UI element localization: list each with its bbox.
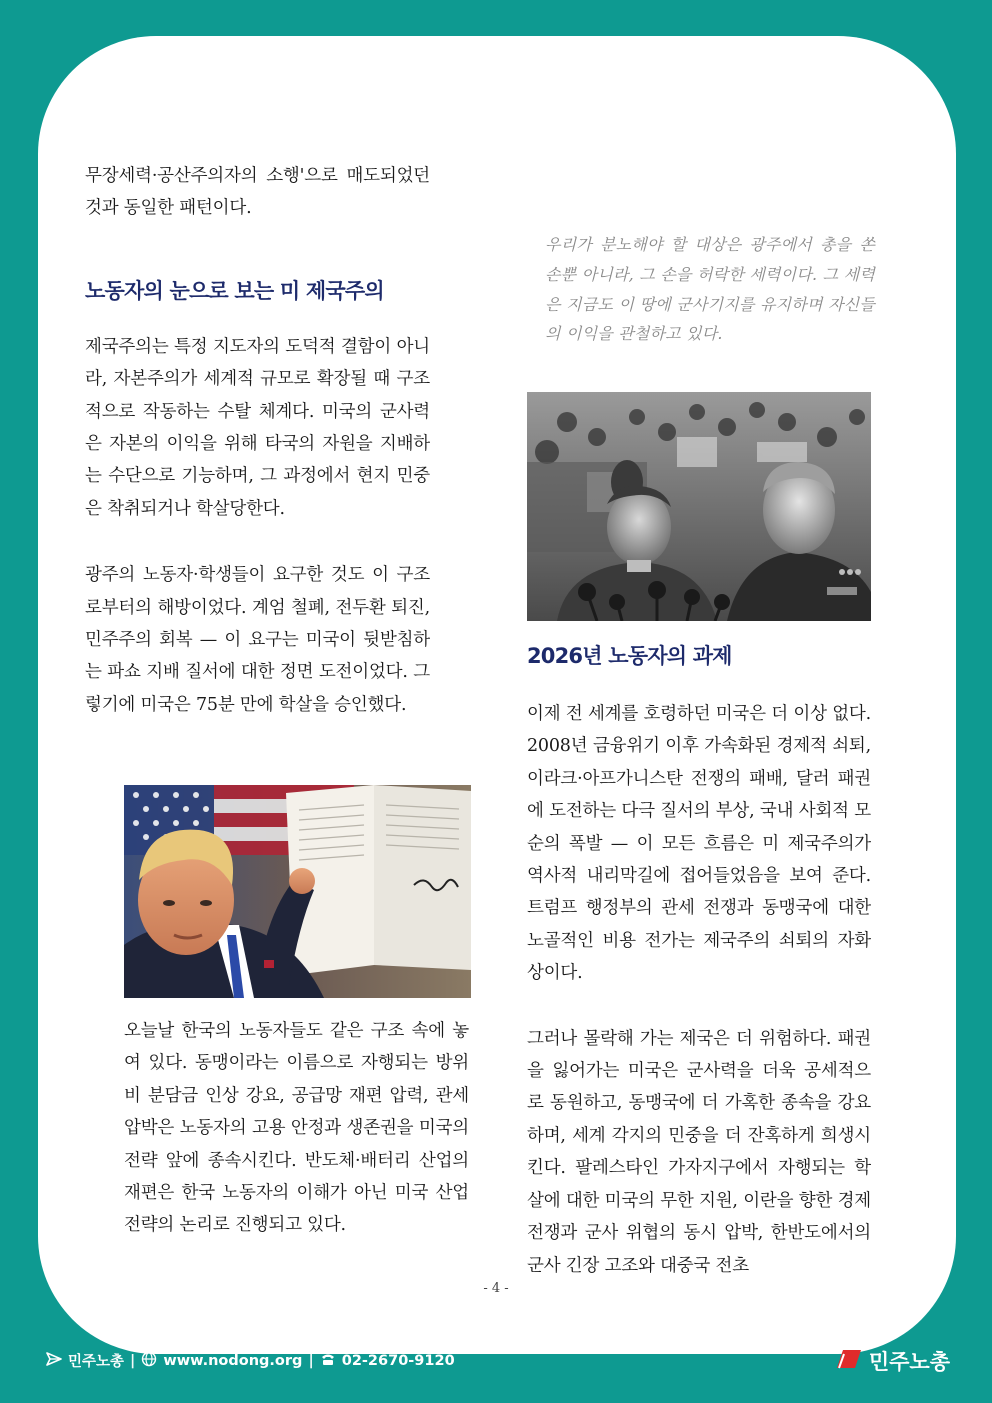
footer-phone: 02-2670-9120 — [341, 1352, 455, 1369]
footer — [0, 1346, 992, 1376]
footer-url[interactable]: www.nodong.org — [163, 1352, 303, 1369]
pull-quote: 우리가 분노해야 할 대상은 광주에서 총을 쏜 손뿐 아니라, 그 손을 허락한 세력이다. 그 세력은 지금도 이 땅에 군사기지를 유지하며 자신들의 이익을 관철하고 있다. — [545, 235, 875, 344]
kctu-logo — [835, 1346, 950, 1376]
page-number: - 4 - — [483, 1281, 509, 1296]
left-column-bottom — [124, 1015, 469, 1242]
section-heading-imperialism: 노동자의 눈으로 보는 미 제국주의 — [85, 278, 384, 303]
globe-icon — [141, 1351, 157, 1371]
footer-org: 민주노총 — [68, 1354, 125, 1370]
paragraph-imperialism: 제국주의는 특정 지도자의 도덕적 결함이 아니라, 자본주의가 세계적 규모로 확장될 때 구조적으로 작동하는 수탈 체계다. 미국의 군사력은 자본의 이익을 위해 타국의 자원을 지배하는 수단으로 기능하며, 그 과정에서 현지 민중은 착취되거나 학살당한다. — [85, 336, 430, 519]
intro-paragraph: 무장세력·공산주의자의 소행'으로 매도되었던 것과 동일한 패턴이다. — [85, 166, 430, 219]
paragraph-dangerous-empire: 그러나 몰락해 가는 제국은 더 위험하다. 패권을 잃어가는 미국은 군사력을 더욱 공세적으로 동원하고, 동맹국에 더 가혹한 종속을 강요하며, 세계 각지의 민중을 더 잔혹하게 희생시킨다. 팔레스타인 가자지구에서 자행되는 학살에 대한 미국의 무한 지원, 이란을 향한 경제 전쟁과 군사 위협의 동시 압박, 한반도에서의 군사 긴장 고조와 대중국 전초 — [527, 1028, 871, 1276]
footer-divider: | — [308, 1352, 314, 1369]
send-icon — [46, 1351, 62, 1371]
brand-name: 민주노총 — [868, 1350, 950, 1374]
trump-signing-photo — [124, 785, 471, 998]
paragraph-korean-workers: 오늘날 한국의 노동자들도 같은 구조 속에 놓여 있다. 동맹이라는 이름으로 자행되는 방위비 분담금 인상 강요, 공급망 재편 압력, 관세 압박은 노동자의 고용 안정과 생존권을 미국의 전략 앞에 종속시킨다. 반도체·배터리 산업의 재편은 한국 노동자의 이해가 아닌 미국 산업 전략의 논리로 진행되고 있다. — [124, 1021, 469, 1236]
flag-icon — [835, 1348, 863, 1375]
right-column-body — [527, 640, 871, 1282]
pull-quote-box — [545, 230, 875, 349]
footer-divider: | — [130, 1352, 136, 1369]
left-column — [85, 160, 430, 721]
footer-contact — [46, 1350, 455, 1371]
section-heading-2026: 2026년 노동자의 과제 — [527, 644, 732, 668]
gwangju-collage-photo — [527, 392, 871, 621]
paragraph-gwangju: 광주의 노동자·학생들이 요구한 것도 이 구조로부터의 해방이었다. 계엄 철폐, 전두환 퇴진, 민주주의 회복 — 이 요구는 미국이 뒷받침하는 파쇼 지배 질서에 대한 정면 도전이었다. 그렇기에 미국은 75분 만에 학살을 승인했다. — [85, 565, 430, 715]
paragraph-us-decline: 이제 전 세계를 호령하던 미국은 더 이상 없다. 2008년 금융위기 이후 가속화된 경제적 쇠퇴, 이라크·아프가니스탄 전쟁의 패배, 달러 패권에 도전하는 다극 질서의 부상, 국내 사회적 모순의 폭발 — 이 모든 흐름은 미 제국주의가 역사적 내리막길에 접어들었음을 보여 준다. 트럼프 행정부의 관세 전쟁과 동맹국에 대한 노골적인 비용 전가는 제국주의 쇠퇴의 자화상이다. — [527, 704, 871, 984]
phone-icon — [320, 1351, 336, 1371]
